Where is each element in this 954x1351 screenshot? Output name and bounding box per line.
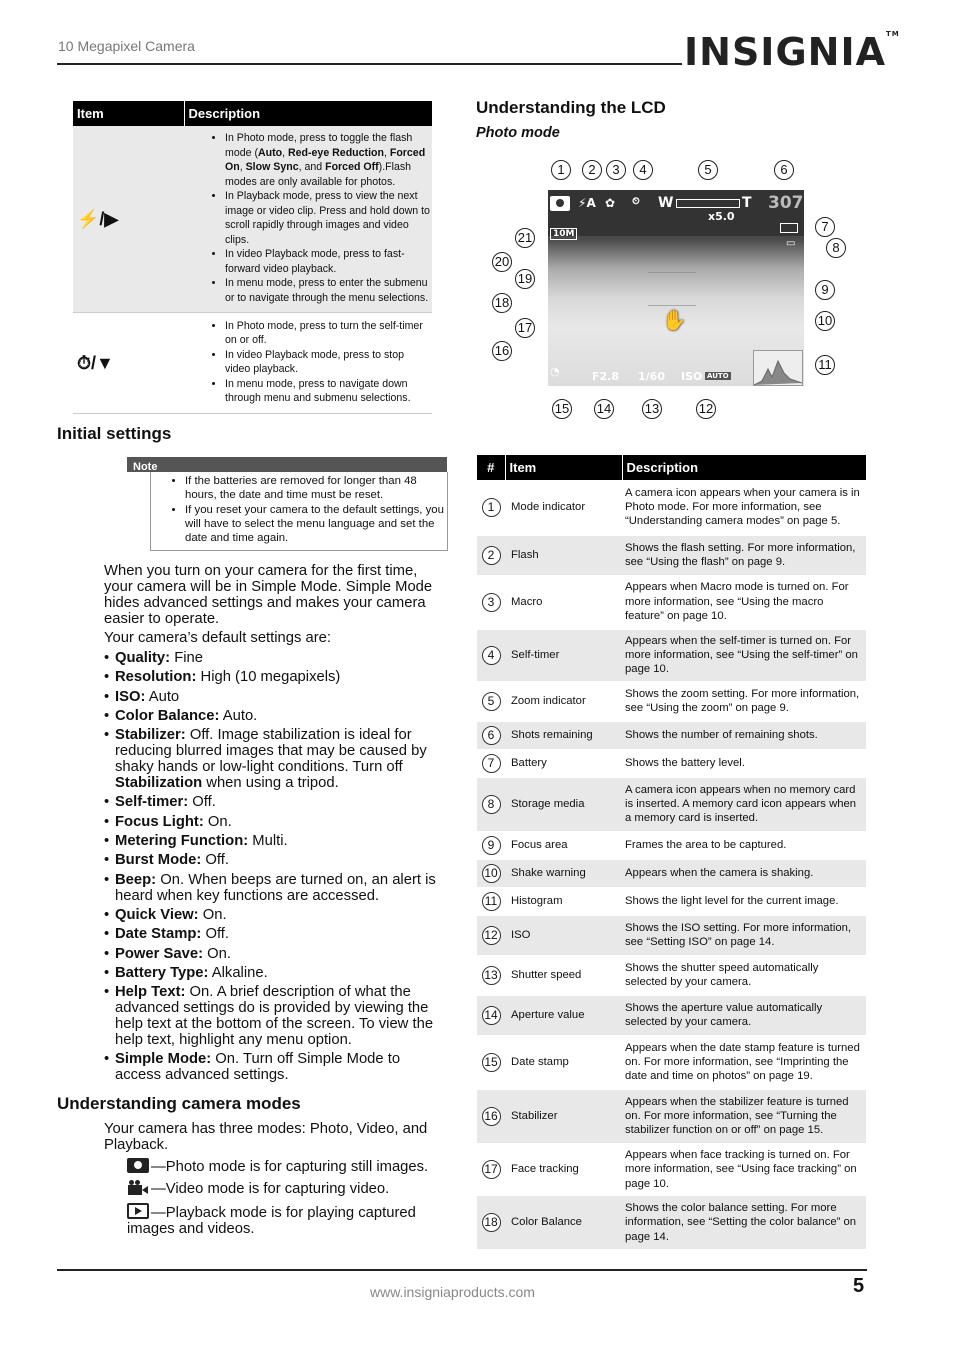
row-description: A camera icon appears when no memory card is inserted. A memory card icon appears when a memory card is inserted. [622,777,866,831]
row-item: Mode indicator [505,480,622,535]
default-setting-item: • Date Stamp: Off. [104,926,449,942]
row-item: Shutter speed [505,955,622,995]
lcd-callout: 6 [774,160,794,180]
default-setting-item: • Self-timer: Off. [104,794,449,810]
lcd-table-row [477,575,866,629]
lcd-callout: 8 [826,238,846,258]
col-item: Item [73,101,184,126]
row-number: 8 [482,795,501,814]
resolution-icon: 10M [550,228,577,240]
description-item: • In menu mode, press to enter the submenu or to navigate through the menu selections. [225,276,431,305]
shake-warning-icon: ✋ [662,310,687,332]
row-number: 2 [482,546,501,565]
note-box [150,472,448,551]
default-setting-item: • Burst Mode: Off. [104,852,449,868]
battery-icon [780,223,798,233]
video-camera-icon [127,1180,149,1195]
storage-media-icon: ▭ [786,238,796,249]
buttons-table-row [73,313,432,414]
row-item: Flash [505,535,622,575]
lcd-table-row [477,480,866,535]
row-item: Shake warning [505,859,622,887]
description-item: • In video Playback mode, press to stop video playback. [225,348,431,377]
lcd-callout: 11 [815,355,835,375]
col-description: Description [184,101,432,126]
playback-icon [127,1203,149,1219]
zoom-t: T [742,195,752,211]
row-description: Shows the battery level. [622,749,866,777]
lcd-table-row [477,1035,866,1089]
lcd-callout: 12 [696,399,716,419]
row-item: Stabilizer [505,1089,622,1143]
lcd-table-row [477,1143,866,1195]
shots-remaining: 307 [768,193,804,213]
button-key: ⏱/▼ [73,313,184,414]
buttons-table-row [73,126,432,313]
row-item: Focus area [505,831,622,859]
button-description [184,126,432,313]
description-item: • In Playback mode, press to view the next image or video clip. Press and hold down to scroll rapidly through images and video clips. [225,189,431,247]
lcd-table-row [477,681,866,721]
row-item: Date stamp [505,1035,622,1089]
note-header: Note [127,457,447,472]
mode-camera-icon [550,196,570,211]
row-description: Shows the zoom setting. For more information, see “Using the zoom” on page 9. [622,681,866,721]
lcd-table-row [477,887,866,915]
row-description: Shows the flash setting. For more information, see “Using the flash” on page 9. [622,535,866,575]
lcd-table-row [477,777,866,831]
defaults-list [104,650,449,1087]
histogram [753,350,803,386]
brand-logo: INSIGNIA™ [684,30,900,74]
lcd-callout: 19 [515,269,535,289]
header-rule [57,63,682,65]
lcd-callout: 20 [492,252,512,272]
default-setting-item: • Quality: Fine [104,650,449,666]
photo-mode-line: —Photo mode is for capturing still images. [127,1158,447,1175]
lcd-subheading: Photo mode [476,125,560,141]
default-setting-item: • Color Balance: Auto. [104,708,449,724]
default-setting-item: • Simple Mode: On. Turn off Simple Mode to access advanced settings. [104,1051,449,1083]
default-setting-item: • Power Save: On. [104,946,449,962]
row-description: Appears when face tracking is turned on. For more information, see “Using face tracking” on page 10. [622,1143,866,1195]
note-item: • If the batteries are removed for longer than 48 hours, the date and time must be reset. [185,474,447,503]
default-setting-item: • Metering Function: Multi. [104,833,449,849]
video-mode-line: —Video mode is for capturing video. [127,1180,447,1197]
row-item: Shots remaining [505,721,622,749]
lcd-table-row [477,955,866,995]
row-description: Shows the ISO setting. For more information, see “Setting ISO” on page 14. [622,915,866,955]
macro-icon: ✿ [605,196,616,210]
row-number: 17 [482,1160,501,1179]
camera-modes-intro: Your camera has three modes: Photo, Video, and Playback. [104,1121,428,1153]
col-number: # [477,455,505,480]
footer-rule [57,1269,867,1271]
row-item: Zoom indicator [505,681,622,721]
row-description: Appears when the camera is shaking. [622,859,866,887]
col-description: Description [622,455,866,480]
lcd-callout: 17 [515,318,535,338]
lcd-callout: 15 [552,399,572,419]
col-item: Item [505,455,622,480]
default-setting-item: • Resolution: High (10 megapixels) [104,669,449,685]
lcd-callout: 18 [492,293,512,313]
shutter-speed: 1/60 [638,370,665,383]
default-setting-item: • Beep: On. When beeps are turned on, an alert is heard when key functions are accessed. [104,872,449,904]
self-timer-icon: ⏲ [632,196,640,207]
default-setting-item: • Focus Light: On. [104,814,449,830]
row-item: Storage media [505,777,622,831]
row-item: Color Balance [505,1195,622,1249]
iso-label: ISO [681,370,703,383]
row-number: 3 [482,593,501,612]
row-item: Histogram [505,887,622,915]
row-description: Shows the color balance setting. For more information, see “Setting the color balance” on page 14. [622,1195,866,1249]
row-item: ISO [505,915,622,955]
iso-auto: AUTO [707,372,729,380]
lcd-callout: 13 [642,399,662,419]
row-number: 13 [482,966,501,985]
row-item: Aperture value [505,995,622,1035]
lcd-table-row [477,915,866,955]
lcd-callout: 10 [815,311,835,331]
lcd-table-row [477,721,866,749]
lcd-callout: 4 [633,160,653,180]
lcd-table-row [477,749,866,777]
camera-modes-heading: Understanding camera modes [57,1094,301,1113]
lcd-table-row [477,1195,866,1249]
row-description: Appears when Macro mode is turned on. For more information, see “Using the macro feature” on page 10. [622,575,866,629]
lcd-table-row [477,1089,866,1143]
default-setting-item: • ISO: Auto [104,689,449,705]
zoom-value: x5.0 [708,210,735,223]
lcd-screen-image [548,190,804,386]
defaults-intro: Your camera’s default settings are: [104,630,332,646]
document-title: 10 Megapixel Camera [58,38,195,54]
playback-mode-line: —Playback mode is for playing captured images and videos. [127,1205,416,1237]
note-item: • If you reset your camera to the default settings, you will have to select the menu language and set the date and time again. [185,503,447,546]
row-number: 5 [482,692,501,711]
description-item: • In Photo mode, press to turn the self-timer on or off. [225,319,431,348]
row-number: 14 [482,1006,501,1025]
row-number: 15 [482,1053,501,1072]
row-number: 16 [482,1107,501,1126]
description-item: • In Photo mode, press to toggle the flash mode (Auto, Red-eye Reduction, Forced On, Slow Sync, and Forced Off).Flash modes are only available for photos. [225,131,431,189]
zoom-bar [676,199,740,208]
lcd-callout: 3 [606,160,626,180]
button-description [184,313,432,414]
lcd-table-row [477,535,866,575]
flash-icon: ⚡A [578,196,596,210]
default-setting-item: • Quick View: On. [104,907,449,923]
initial-settings-heading: Initial settings [57,424,172,443]
row-item: Face tracking [505,1143,622,1195]
default-setting-item: • Stabilizer: Off. Image stabilization is ideal for reducing blurred images that may be caused by shaky hands or low-light conditions. Turn off Stabilization when using a tripod. [104,727,449,791]
description-item: • In menu mode, press to navigate down through menu and submenu selections. [225,377,431,406]
lcd-callout: 2 [582,160,602,180]
row-item: Macro [505,575,622,629]
row-number: 18 [482,1213,501,1232]
row-number: 4 [482,646,501,665]
lcd-table-row [477,859,866,887]
zoom-w: W [658,195,674,211]
default-setting-item: • Battery Type: Alkaline. [104,965,449,981]
lcd-callout: 14 [594,399,614,419]
button-key: ⚡/▶ [73,126,184,313]
page-number: 5 [853,1275,865,1297]
description-item: • In video Playback mode, press to fast-forward video playback. [225,247,431,276]
row-description: Shows the aperture value automatically selected by your camera. [622,995,866,1035]
row-number: 9 [482,836,501,855]
default-setting-item: • Help Text: On. A brief description of what the advanced settings do is provided by viewing the help text at the bottom of the screen. To view the help text, highlight any menu option. [104,984,449,1048]
footer-url: www.insigniaproducts.com [370,1284,535,1300]
date-stamp-icon: ◔ [550,365,560,378]
lcd-table-row [477,831,866,859]
lcd-callout: 21 [515,228,535,248]
buttons-table [73,101,432,414]
lcd-table-row [477,995,866,1035]
row-number: 10 [482,864,501,883]
lcd-callout: 9 [815,280,835,300]
row-description: A camera icon appears when your camera is in Photo mode. For more information, see “Understanding camera modes” on page 5. [622,480,866,535]
lcd-callout: 5 [698,160,718,180]
lcd-callout: 7 [815,217,835,237]
lcd-table-row [477,629,866,681]
lcd-heading: Understanding the LCD [476,98,666,117]
row-number: 11 [482,892,501,911]
lcd-callout: 16 [492,341,512,361]
lcd-callout: 1 [551,160,571,180]
row-description: Appears when the stabilizer feature is turned on. For more information, see “Turning the stabilizer function on or off” on page 15. [622,1089,866,1143]
lcd-items-table [477,455,866,1250]
focus-area [648,272,696,306]
row-description: Frames the area to be captured. [622,831,866,859]
row-number: 7 [482,754,501,773]
intro-paragraph: When you turn on your camera for the first time, your camera will be in Simple Mode. Simple Mode hides advanced settings and makes your camera easier to operate. [104,563,433,627]
row-description: Appears when the self-timer is turned on. For more information, see “Using the self-timer” on page 10. [622,629,866,681]
row-item: Battery [505,749,622,777]
row-number: 12 [482,926,501,945]
row-description: Appears when the date stamp feature is turned on. For more information, see “Imprinting the date and time on photos” on page 19. [622,1035,866,1089]
row-item: Self-timer [505,629,622,681]
aperture-value: F2.8 [592,370,620,383]
row-description: Shows the number of remaining shots. [622,721,866,749]
row-description: Shows the shutter speed automatically selected by your camera. [622,955,866,995]
row-description: Shows the light level for the current image. [622,887,866,915]
row-number: 1 [482,498,501,517]
row-number: 6 [482,726,501,745]
camera-icon [127,1158,149,1173]
